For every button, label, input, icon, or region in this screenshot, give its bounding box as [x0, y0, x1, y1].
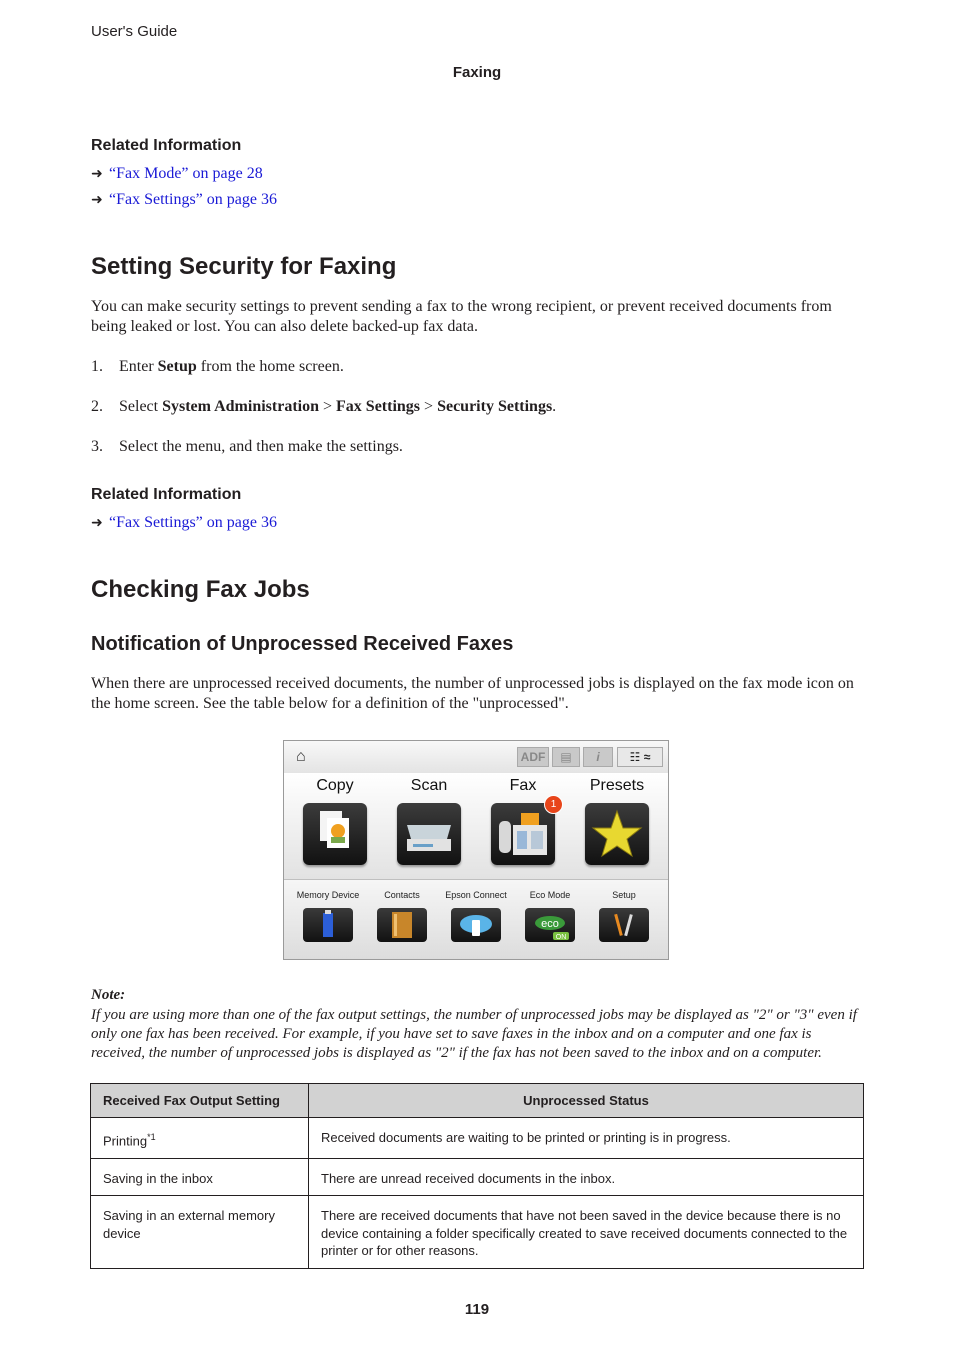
- setup-tools-icon: [599, 908, 649, 942]
- eco-on-label: ON: [555, 934, 567, 941]
- epson-connect-tile[interactable]: Epson Connect: [439, 880, 513, 942]
- presets-tile[interactable]: Presets: [572, 773, 662, 865]
- cloud-phone-icon: [451, 908, 501, 942]
- notification-intro: When there are unprocessed received documents, the number of unprocessed jobs is displayed on the fax mode icon on the home screen. See the table below for a definition of the "unprocessed".: [91, 675, 854, 712]
- section-header: Faxing: [452, 64, 502, 81]
- main-mode-row: [284, 773, 668, 880]
- security-intro: You can make security settings to prevent sending a fax to the wrong recipient, or prevent received documents from being leaked or lost. You can also delete backed-up fax data.: [91, 298, 832, 335]
- running-title: User's Guide: [91, 23, 178, 40]
- page-number: 119: [464, 1301, 490, 1318]
- arrow-right-icon: ➜: [91, 516, 103, 531]
- note-title: Note:: [91, 987, 126, 1003]
- related-link-fax-settings[interactable]: ➜ “Fax Settings” on page 36: [91, 191, 277, 208]
- table-cell: Printing$^{*1}$: [91, 1118, 309, 1159]
- column-header: Received Fax Output Setting: [91, 1084, 309, 1118]
- adf-status-icon: ADF: [517, 747, 549, 767]
- step-3: 3. Select the menu, and then make the settings.: [91, 438, 403, 455]
- contacts-book-icon: [377, 908, 427, 942]
- info-icon[interactable]: i: [583, 747, 613, 767]
- setup-tile[interactable]: Setup: [587, 880, 661, 942]
- eco-mode-tile[interactable]: Eco Mode eco ON: [513, 880, 587, 942]
- eco-label: eco: [541, 918, 559, 930]
- table-cell: There are received documents that have not been saved in the device because there is no device containing a folder specifically created to save received documents connected to the printer or for other reasons.: [309, 1196, 864, 1269]
- table-cell: Received documents are waiting to be printed or printing is in progress.: [309, 1118, 864, 1159]
- printer-home-screen: [283, 740, 669, 960]
- usb-memory-icon: [303, 908, 353, 942]
- table-cell: Saving in the inbox: [91, 1158, 309, 1196]
- star-icon: [585, 803, 649, 865]
- table-cell: Saving in an external memory device: [91, 1196, 309, 1269]
- security-heading: Setting Security for Faxing: [91, 253, 397, 280]
- related-info-title: Related Information: [91, 486, 242, 503]
- related-link-fax-mode[interactable]: ➜ “Fax Mode” on page 28: [91, 165, 263, 182]
- paper-status-icon: ▤: [552, 747, 580, 767]
- contacts-tile[interactable]: Contacts: [365, 880, 439, 942]
- fax-icon: [491, 799, 557, 865]
- status-bar: [284, 741, 668, 773]
- table-header-row: [91, 1084, 864, 1118]
- notification-subheading: Notification of Unprocessed Received Faxes: [91, 633, 514, 655]
- copy-tile[interactable]: Copy: [290, 773, 380, 865]
- step-1: 1. Enter Setup from the home screen.: [91, 358, 344, 375]
- note-body: If you are using more than one of the fax output settings, the number of unprocessed jobs may be displayed as "2" or "3" even if only one fax has been received. For example, if you have set to save faxes in the inbox and on a computer and one fax is received, the number of unprocessed jobs is displayed as "2" if the fax has not been saved to the inbox and on a computer.: [91, 1007, 857, 1061]
- checking-heading: Checking Fax Jobs: [91, 576, 310, 603]
- fax-tile[interactable]: Fax 1: [478, 773, 568, 865]
- table-row: [91, 1196, 864, 1269]
- eco-icon: [525, 908, 575, 942]
- column-header: Unprocessed Status: [309, 1084, 864, 1118]
- home-icon[interactable]: ⌂: [296, 748, 306, 765]
- memory-device-tile[interactable]: Memory Device: [291, 880, 365, 942]
- arrow-right-icon: ➜: [91, 167, 103, 182]
- table-row: [91, 1118, 864, 1159]
- table-row: [91, 1158, 864, 1196]
- secondary-row: [284, 880, 668, 960]
- network-wifi-icon[interactable]: ☷ ≈: [617, 747, 663, 767]
- unprocessed-status-table: [90, 1083, 864, 1269]
- arrow-right-icon: ➜: [91, 193, 103, 208]
- step-2: 2. Select System Administration > Fax Settings > Security Settings.: [91, 398, 557, 415]
- scan-tile[interactable]: Scan: [384, 773, 474, 865]
- copy-icon: [303, 803, 367, 865]
- scan-icon: [397, 803, 461, 865]
- related-link-fax-settings[interactable]: ➜ “Fax Settings” on page 36: [91, 514, 277, 531]
- table-cell: There are unread received documents in the inbox.: [309, 1158, 864, 1196]
- related-info-title: Related Information: [91, 137, 242, 154]
- unprocessed-fax-badge: 1: [544, 795, 563, 814]
